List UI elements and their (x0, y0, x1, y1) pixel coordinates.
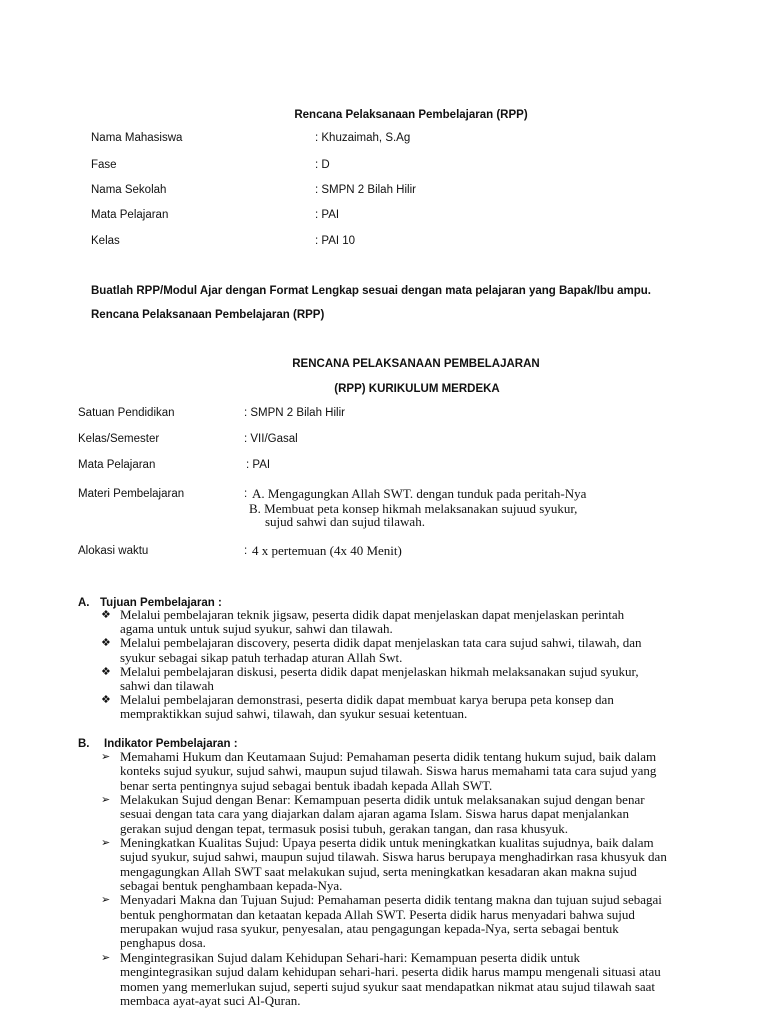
item-text: membaca ayat-ayat suci Al-Quran. (120, 992, 301, 1008)
info-row (91, 209, 691, 223)
item-text: sujud syukur, sujud sahwi, maupun sujud tilawah. Siswa harus berupaya menghadirkan rasa khusyuk dan (120, 849, 667, 865)
row-value: : SMPN 2 Bilah Hilir (244, 407, 345, 419)
row-label: Alokasi waktu (78, 545, 149, 557)
info-label: Fase (91, 159, 117, 171)
subtitle: Rencana Pelaksanaan Pembelajaran (RPP) (91, 309, 325, 321)
item-text: Melalui pembelajaran demonstrasi, peserta didik dapat membuat karya berupa peta konsep dan (120, 692, 614, 708)
item-text: benar serta pentingnya sujud sebagai bentuk ibadah kepada Allah SWT. (120, 777, 493, 793)
item-text: momen yang memerlukan sujud, seperti sujud syukur saat mendapatkan nikmat atau sujud tilawah saat (120, 978, 656, 994)
info-label: Nama Sekolah (91, 184, 167, 196)
item-text: Meningkatkan Kualitas Sujud: Upaya peserta didik untuk meningkatkan kualitas sujudnya, baik dalam (120, 835, 654, 851)
list-item (101, 663, 720, 694)
info-value: : D (315, 159, 330, 171)
item-text: Melalui pembelajaran discovery, peserta didik dapat menjelaskan tata cara sujud sahwi, tilawah, dan (120, 635, 642, 651)
materi-a: A. Mengagungkan Allah SWT. dengan tunduk pada peritah-Nya (252, 486, 587, 501)
list-item (101, 949, 710, 1008)
info-row (91, 184, 691, 198)
item-text: mengintegrasikan sujud dalam kehidupan sehari-hari. peserta didik harus mampu mengenali situasi atau (120, 964, 661, 980)
list-item (101, 792, 710, 836)
materi-b-cont: sujud sahwi dan sujud tilawah. (265, 514, 425, 529)
info-label: Mata Pelajaran (91, 209, 169, 221)
list-item (101, 892, 710, 951)
info-value: : Khuzaimah, S.Ag (315, 132, 411, 144)
arrow-bullet-icon: ➢ (101, 793, 111, 807)
arrow-bullet-icon: ➢ (101, 750, 111, 763)
info-value: : PAI 10 (315, 235, 356, 247)
diamond-bullet-icon: ❖ (101, 608, 111, 621)
row-colon: : (244, 488, 248, 500)
info-label: Kelas (91, 235, 120, 247)
row-label: Mata Pelajaran (78, 459, 156, 471)
list-item (101, 692, 720, 722)
item-text: agama untuk untuk sujud syukur, sahwi dan tilawah. (120, 621, 393, 637)
diamond-bullet-icon: ❖ (101, 664, 111, 678)
item-text: merupakan wujud rasa syukur, penyesalan, atau pengagungan kepada-Nya, serta sebagai bentuk (120, 921, 619, 937)
row-label: Kelas/Semester (78, 433, 160, 445)
instruction-text: Buatlah RPP/Modul Ajar dengan Format Lengkap sesuai dengan mata pelajaran yang Bapak/Ibu ampu. (91, 285, 651, 297)
info-row (91, 235, 691, 249)
tujuan-list (101, 607, 720, 722)
section-letter: B. (78, 738, 90, 750)
arrow-bullet-icon: ➢ (101, 950, 111, 964)
arrow-bullet-icon: ➢ (101, 836, 111, 850)
rpp-subheading: (RPP) KURIKULUM MERDEKA (334, 383, 500, 395)
diamond-bullet-icon: ❖ (101, 636, 111, 650)
indikator-list (101, 749, 710, 1008)
document-title: Rencana Pelaksanaan Pembelajaran (RPP) (294, 109, 528, 121)
item-text: Melalui pembelajaran teknik jigsaw, peserta didik dapat menjelaskan dapat menjelaskan perintah (120, 607, 625, 622)
item-text: gerakan sujud dengan tepat, termasuk posisi tubuh, gerakan tangan, dan rasa khusyuk. (120, 820, 569, 836)
arrow-bullet-icon: ➢ (101, 893, 111, 907)
item-text: mengagungkan Allah SWT saat melakukan sujud, serta meningkatkan kesadaran akan makna sujud (120, 863, 637, 879)
list-item (101, 635, 720, 665)
item-text: sebagai bentuk penghambaan kepada-Nya. (120, 878, 343, 894)
row-label: Satuan Pendidikan (78, 407, 175, 419)
section-letter: A. (78, 597, 90, 609)
info-row (91, 132, 691, 146)
row-value: : VII/Gasal (244, 433, 298, 445)
section-heading: Indikator Pembelajaran : (104, 738, 238, 750)
item-text: syukur sebagai sikap patuh terhadap aturan Allah Swt. (120, 649, 403, 665)
rpp-heading: RENCANA PELAKSANAAN PEMBELAJARAN (292, 358, 540, 370)
row-colon: : (244, 545, 248, 557)
info-value: : SMPN 2 Bilah Hilir (315, 184, 416, 196)
item-text: Menyadari Makna dan Tujuan Sujud: Pemahaman peserta didik tentang makna dan tujuan sujud sebagai (120, 892, 662, 908)
row-value: 4 x pertemuan (4x 40 Menit) (252, 543, 402, 558)
list-item (101, 607, 720, 637)
item-text: sesuai dengan tata cara yang diajarkan dalam ajaran agama Islam. Siswa harus dapat menjalankan (120, 806, 629, 822)
item-text: konteks sujud syukur, sujud sahwi, maupun sujud tilawah. Siswa harus memahami tata cara sujud yang (120, 763, 657, 779)
item-text: sahwi dan tilawah (120, 678, 214, 694)
info-value: : PAI (315, 209, 340, 221)
item-text: Melalui pembelajaran diskusi, peserta didik dapat menjelaskan hikmah melaksanakan sujud syukur, (120, 663, 639, 679)
list-item (101, 835, 710, 894)
diamond-bullet-icon: ❖ (101, 693, 111, 707)
row-label: Materi Pembelajaran (78, 488, 185, 500)
item-text: penghapus dosa. (120, 935, 206, 951)
info-label: Nama Mahasiswa (91, 132, 183, 144)
section-heading: Tujuan Pembelajaran : (100, 597, 222, 609)
info-row (91, 159, 691, 173)
item-text: mempraktikkan sujud sahwi, tilawah, dan syukur sesuai ketentuan. (120, 706, 468, 722)
item-text: bentuk penghormatan dan ketaatan kepada Allah SWT. Peserta didik harus menyadari bahwa sujud (120, 906, 635, 922)
row-value: : PAI (246, 459, 271, 471)
materi-b: B. Membuat peta konsep hikmah melaksanakan sujuud syukur, (249, 501, 578, 516)
item-text: Memahami Hukum dan Keutamaan Sujud: Pemahaman peserta didik tentang hukum sujud, baik dalam (120, 749, 657, 764)
item-text: Mengintegrasikan Sujud dalam Kehidupan Sehari-hari: Kemampuan peserta didik untuk (120, 949, 580, 965)
item-text: Melakukan Sujud dengan Benar: Kemampuan peserta didik untuk melaksanakan sujud dengan benar (120, 792, 645, 808)
list-item (101, 749, 710, 793)
